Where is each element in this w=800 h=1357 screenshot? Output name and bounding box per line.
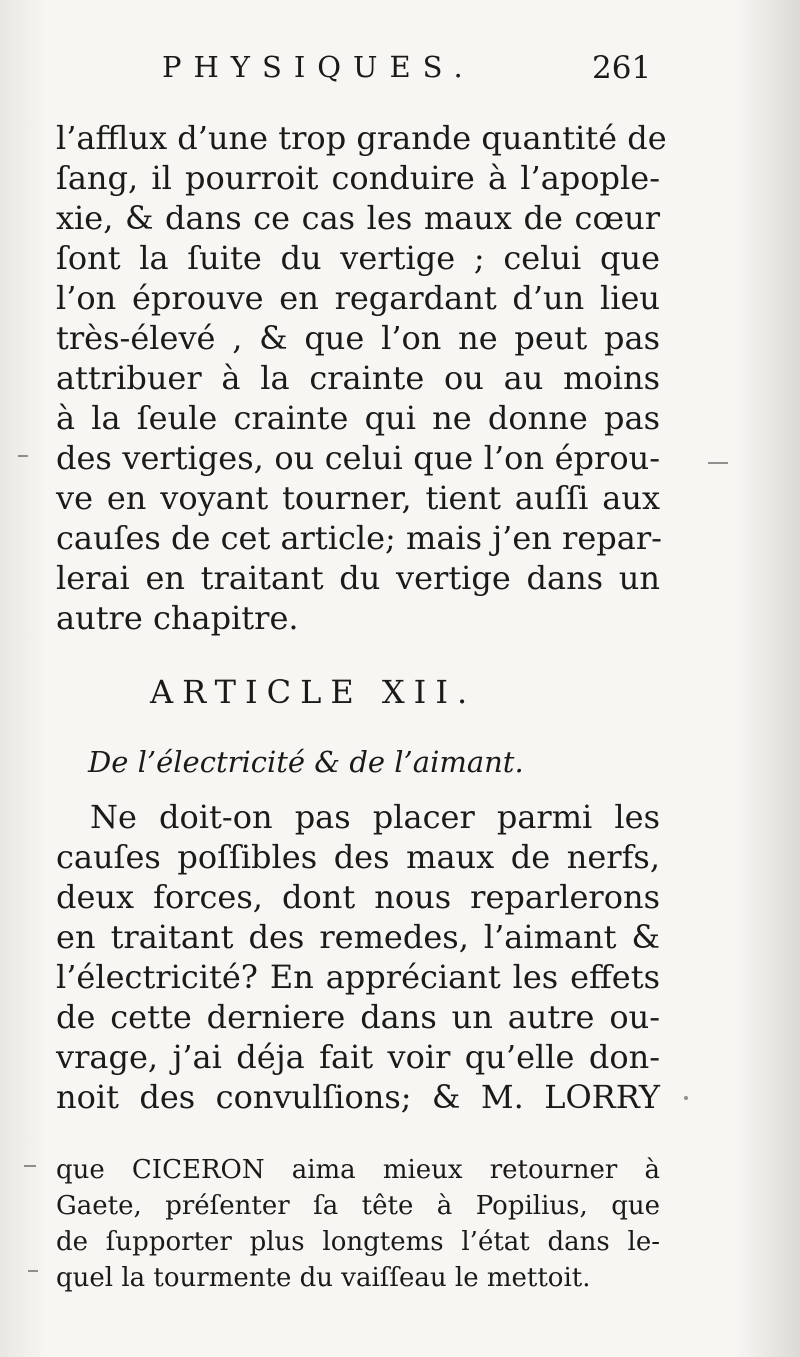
running-head bbox=[0, 50, 800, 100]
footnote-line: quel la tourmente du vaiſſeau le mettoit. bbox=[56, 1263, 591, 1293]
footnote bbox=[56, 1152, 660, 1296]
text-line: vrage, j’ai déja fait voir qu’elle don- bbox=[56, 1038, 660, 1076]
paragraph-2 bbox=[56, 797, 660, 1117]
page-number: 261 bbox=[592, 50, 652, 86]
footnote-line: de ſupporter plus longtems l’état dans le- bbox=[56, 1227, 660, 1257]
text-line: ſont la ſuite du vertige ; celui que bbox=[56, 239, 660, 277]
margin-mark bbox=[18, 455, 28, 457]
text-line: lerai en traitant du vertige dans un bbox=[56, 559, 660, 597]
text-line: ſang, il pourroit conduire à l’apople- bbox=[56, 159, 660, 197]
text-line: cauſes de cet article; mais j’en repar- bbox=[56, 519, 662, 557]
paragraph-1 bbox=[56, 118, 667, 638]
text-line: autre chapitre. bbox=[56, 599, 299, 637]
text-line: deux forces, dont nous reparlerons bbox=[56, 878, 660, 916]
footnote-line: que CICERON aima mieux retourner à bbox=[56, 1155, 660, 1185]
margin-mark bbox=[684, 1096, 688, 1100]
article-subtitle: De l’électricité & de l’aimant. bbox=[88, 745, 524, 779]
text-line: noit des convulſions; & M. LORRY bbox=[56, 1078, 660, 1116]
article-heading: ARTICLE XII. bbox=[150, 673, 477, 711]
margin-mark bbox=[708, 462, 728, 464]
footnote-line: Gaete, préſenter ſa tête à Popilius, que bbox=[56, 1191, 660, 1221]
margin-mark bbox=[24, 1165, 36, 1167]
text-line: l’on éprouve en regardant d’un lieu bbox=[56, 279, 660, 317]
text-line: ve en voyant tourner, tient auſſi aux bbox=[56, 479, 660, 517]
text-line: des vertiges, ou celui que l’on éprou- bbox=[56, 439, 660, 477]
text-line: xie, & dans ce cas les maux de cœur bbox=[56, 199, 660, 237]
text-line: à la ſeule crainte qui ne donne pas bbox=[56, 399, 660, 437]
text-line: cauſes poſſibles des maux de nerfs, bbox=[56, 838, 660, 876]
text-line: l’électricité? En appréciant les effets bbox=[56, 958, 660, 996]
text-line: attribuer à la crainte ou au moins bbox=[56, 359, 660, 397]
margin-mark bbox=[28, 1270, 38, 1272]
text-line: en traitant des remedes, l’aimant & bbox=[56, 918, 660, 956]
text-line: très-élevé , & que l’on ne peut pas bbox=[56, 319, 660, 357]
text-line: l’afflux d’une trop grande quantité de bbox=[56, 119, 667, 157]
text-line: Ne doit-on pas placer parmi les bbox=[90, 798, 660, 836]
text-line: de cette derniere dans un autre ou- bbox=[56, 998, 660, 1036]
running-head-title: PHYSIQUES. bbox=[162, 50, 475, 84]
